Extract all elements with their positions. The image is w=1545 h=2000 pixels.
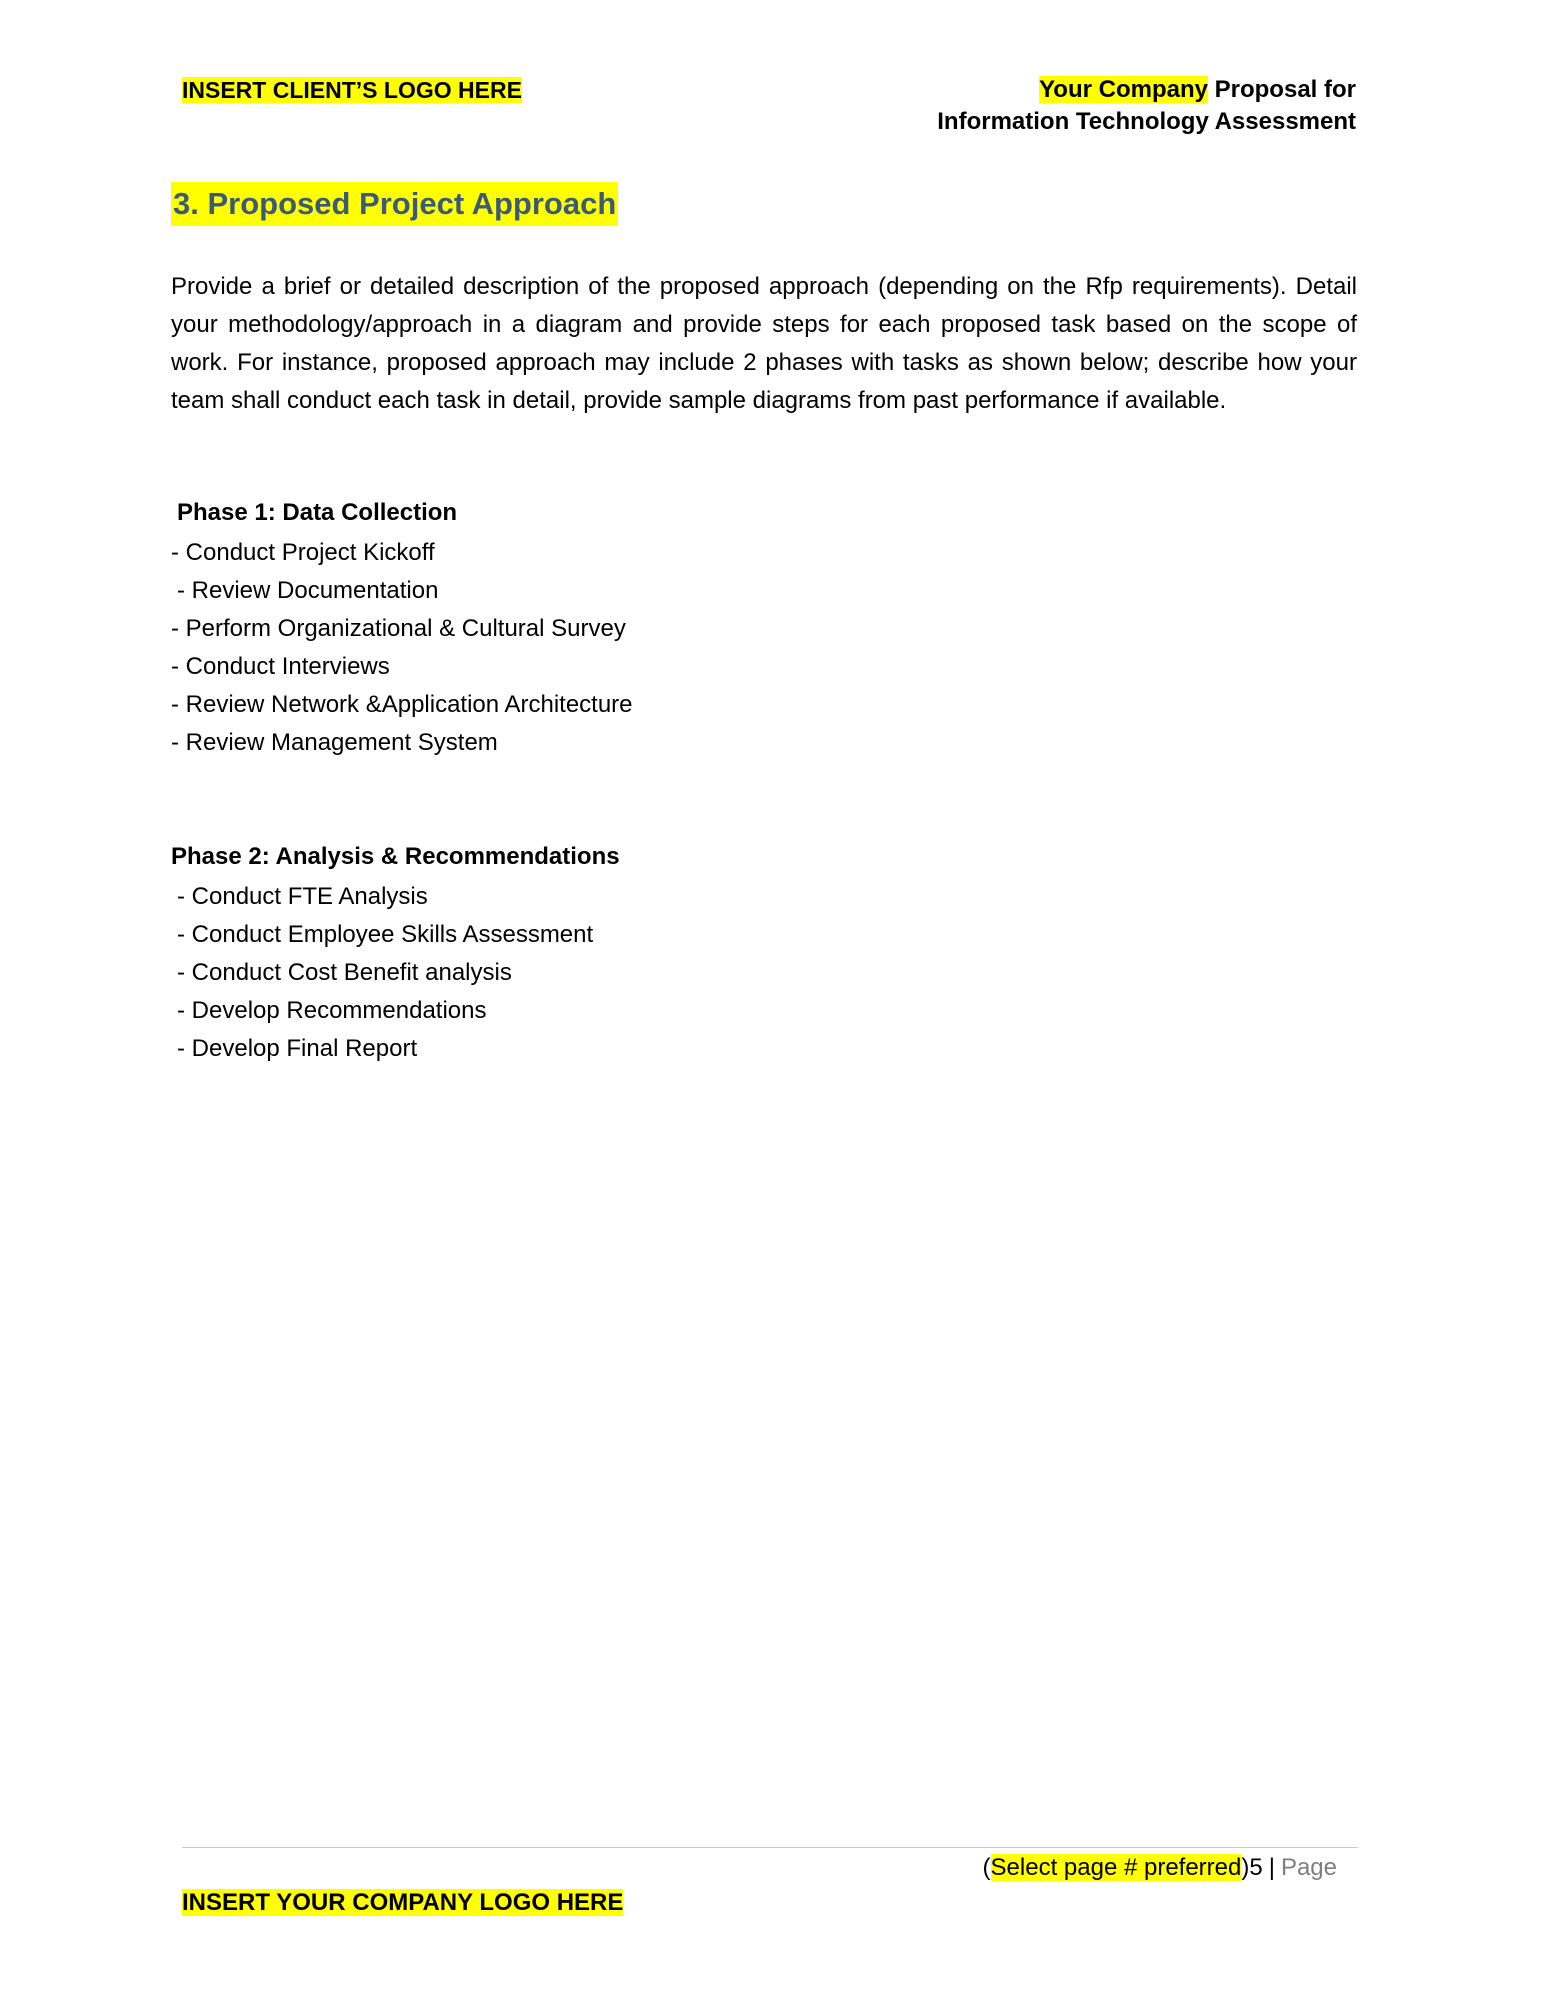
list-item: - Review Management System <box>171 729 498 756</box>
list-item: - Conduct Project Kickoff <box>171 539 435 566</box>
list-item: - Conduct Cost Benefit analysis <box>177 959 512 986</box>
company-logo-text: INSERT YOUR COMPANY LOGO HERE <box>182 1889 624 1916</box>
list-item: - Conduct FTE Analysis <box>177 883 428 910</box>
list-item: - Conduct Employee Skills Assessment <box>177 921 594 948</box>
client-logo-placeholder <box>182 74 522 106</box>
footer-divider <box>182 1847 1358 1848</box>
section-heading: 3. Proposed Project Approach <box>171 182 618 226</box>
phase-2-task-list <box>171 878 1071 1068</box>
phase-1-task-list <box>171 534 1071 762</box>
phase-2-title: Phase 2: Analysis & Recommendations <box>171 843 620 870</box>
page-separator: | <box>1268 1854 1275 1881</box>
intro-text: Provide a brief or detailed description of the proposed approach (depending on the Rfp requirements). Detail your methodology/approach in a diagram and provide steps for each proposed task based on the scope of work. For instance, proposed approach may include 2 phases with tasks as shown below; describe how your team shall conduct each task in detail, provide sample diagrams from past performance if available. <box>171 273 1357 414</box>
phase-2 <box>171 838 1071 1068</box>
page-number <box>983 1851 1337 1885</box>
list-item: - Develop Final Report <box>177 1035 418 1062</box>
company-logo-placeholder <box>182 1886 623 1920</box>
company-name-highlight: Your Company <box>1039 76 1208 103</box>
list-item: - Review Network &Application Architecture <box>171 691 633 718</box>
document-title-line-1 <box>937 74 1356 106</box>
title-proposal-for: Proposal for <box>1207 76 1356 103</box>
intro-paragraph <box>171 268 1357 420</box>
phase-1-title: Phase 1: Data Collection <box>177 499 458 526</box>
list-item: - Conduct Interviews <box>171 653 390 680</box>
document-title <box>937 74 1356 138</box>
page-select-placeholder: Select page # preferred <box>990 1854 1242 1881</box>
list-item: - Review Documentation <box>177 577 439 604</box>
client-logo-text: INSERT CLIENT’S LOGO HERE <box>182 77 522 103</box>
phase-1 <box>171 494 1071 762</box>
list-item: - Perform Organizational & Cultural Survey <box>171 615 626 642</box>
page-open-paren: ( <box>982 1854 991 1881</box>
page-label: Page <box>1280 1854 1337 1881</box>
page-number-value: )5 <box>1241 1854 1263 1881</box>
list-item: - Develop Recommendations <box>177 997 487 1024</box>
document-title-line-2: Information Technology Assessment <box>937 108 1356 135</box>
